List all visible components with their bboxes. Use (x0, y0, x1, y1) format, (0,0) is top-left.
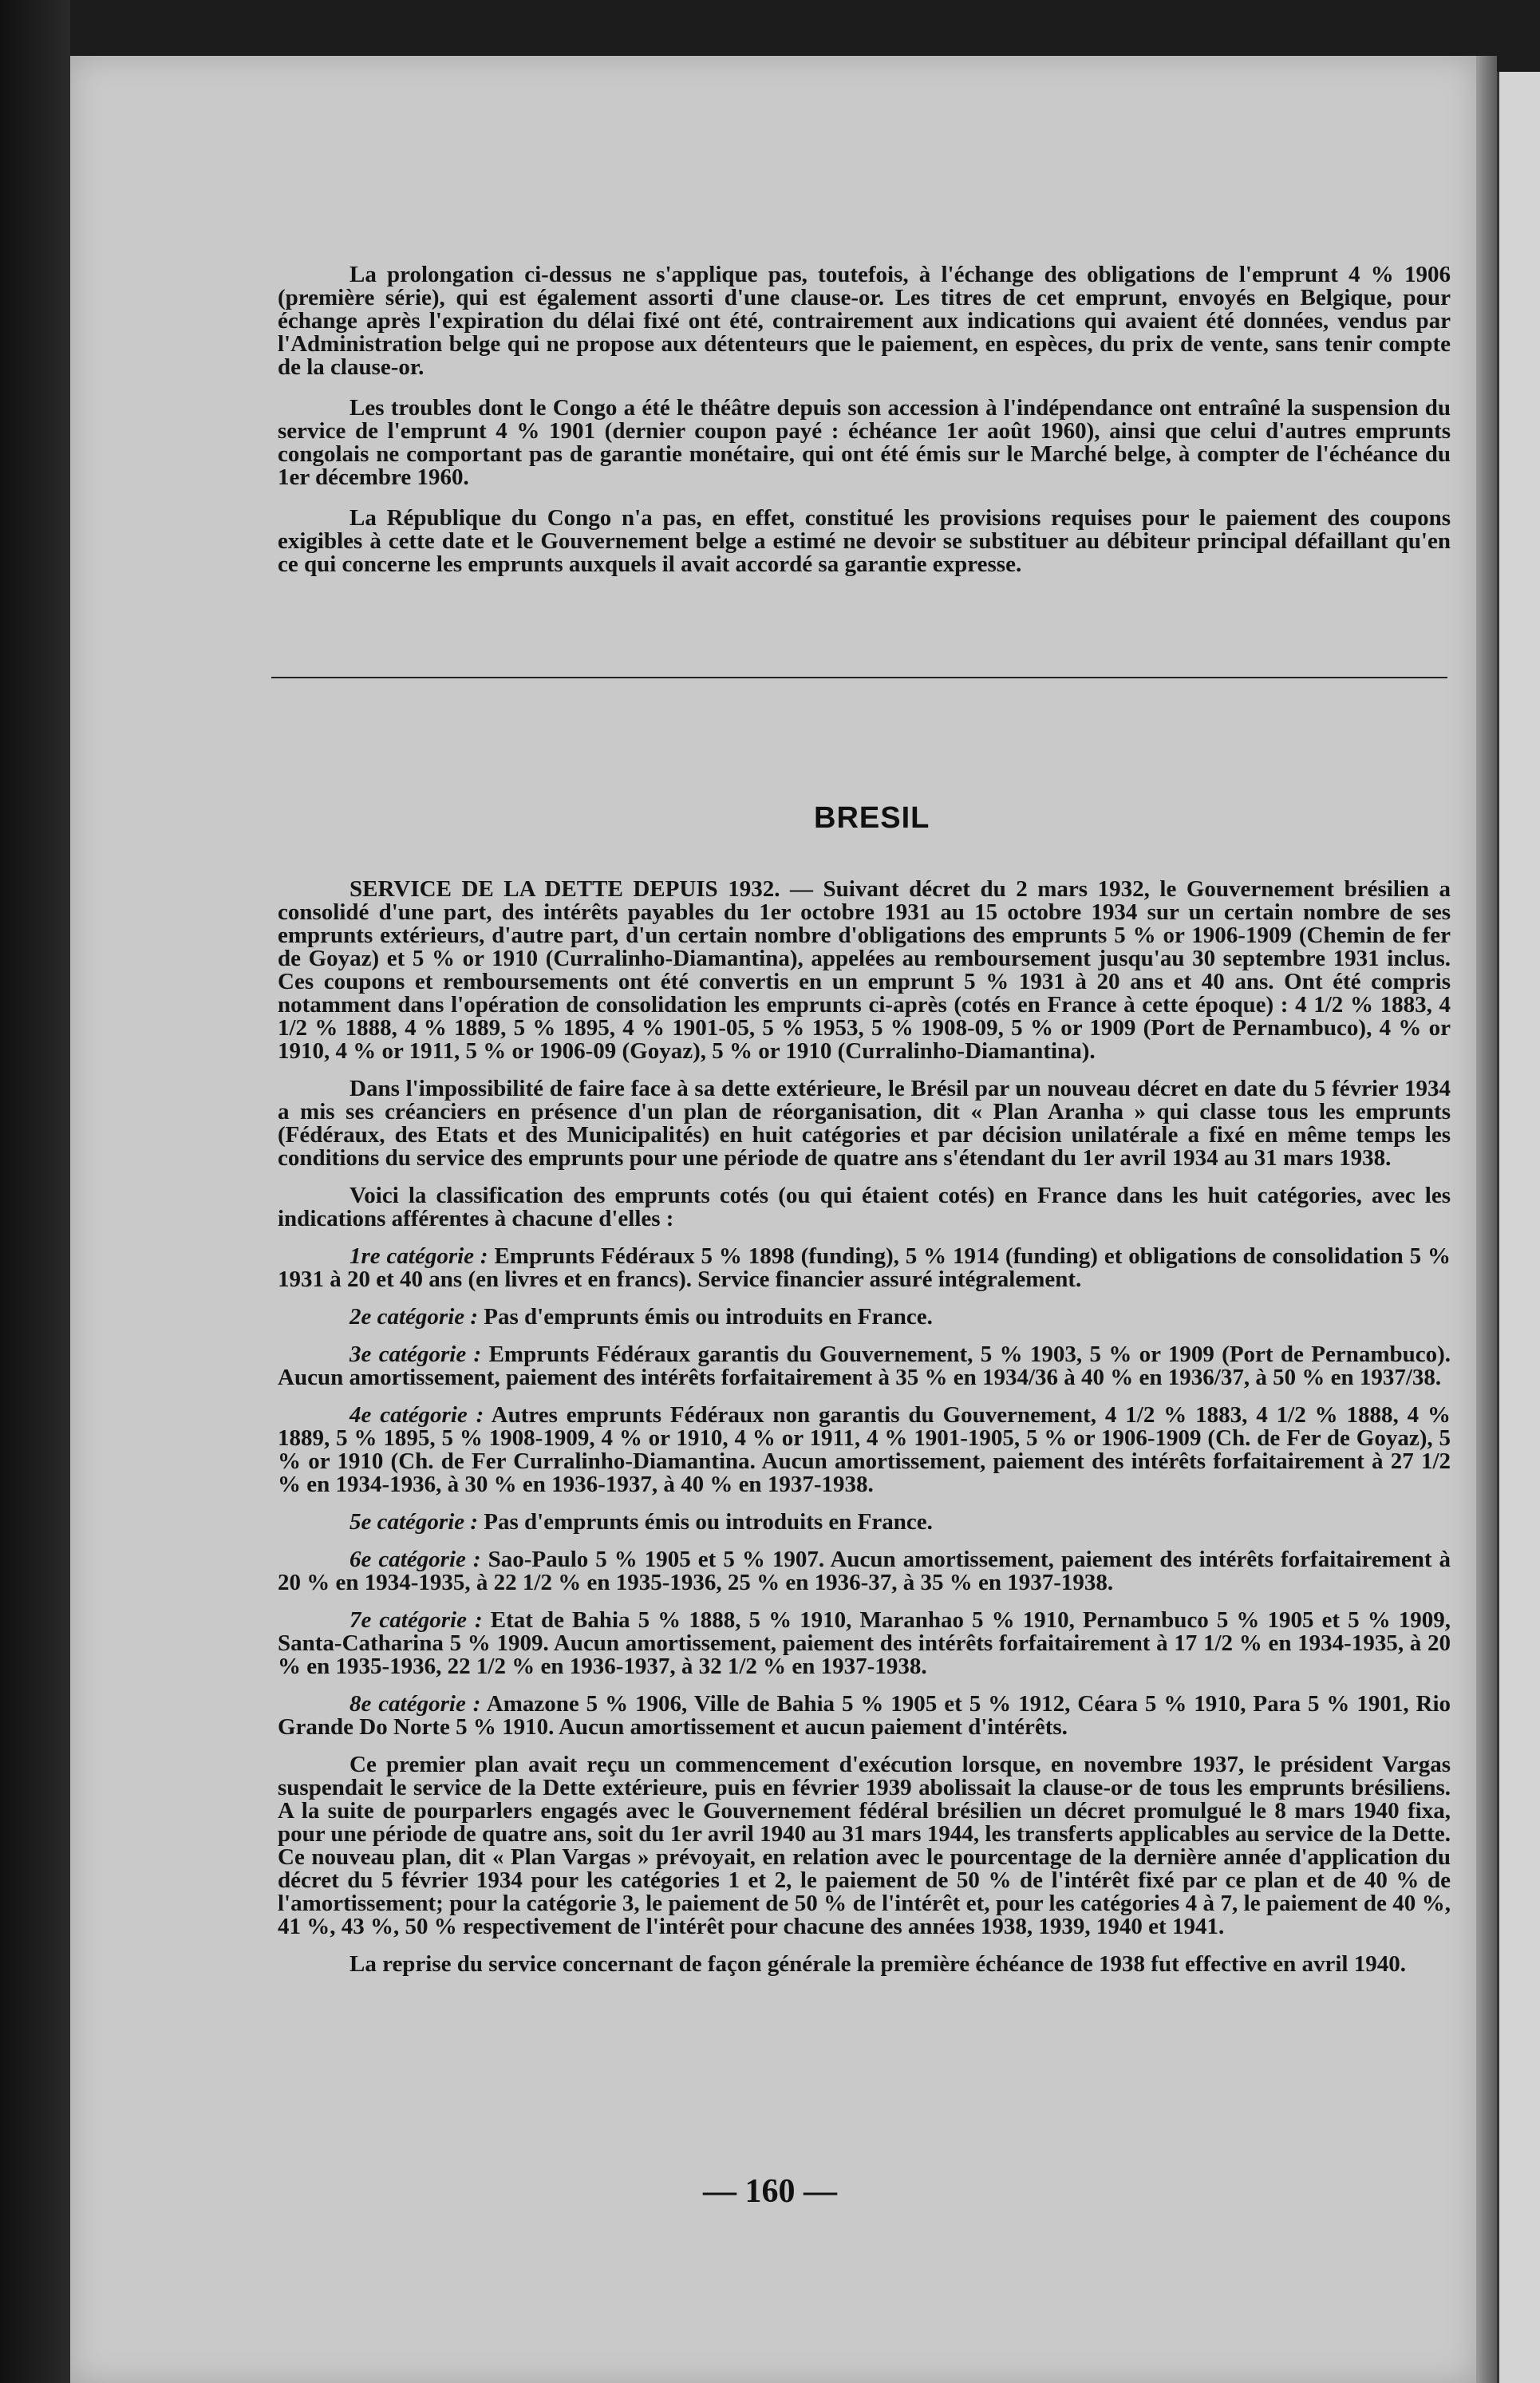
paragraph: La prolongation ci-dessus ne s'applique pas, toutefois, à l'échange des obligations de l'emprunt 4 % 1906 (première série), qui est également assorti d'une clause-or. Les titres de cet emprunt, envoyés en Belgique, pour échange après l'expiration du délai fixé ont été, contrairement aux indications qui avaient été données, vendus par l'Administration belge qui ne propose aux détenteurs que le paiement, en espèces, du prix de vente, sans tenir compte de la clause-or. (278, 262, 1451, 380)
category-label: 4e catégorie : (349, 1402, 484, 1428)
page-number: — 160 — (703, 2173, 837, 2210)
book-spine (0, 0, 70, 2383)
page-edge (1476, 56, 1497, 2383)
category-text: Emprunts Fédéraux 5 % 1898 (funding), 5 % 1914 (funding) et obligations de consolidation 5 % 1931 à 20 et 40 ans (en livres et en francs). Service financier assuré intégralement. (278, 1243, 1451, 1292)
paragraph: La République du Congo n'a pas, en effet, constitué les provisions requises pour le paiement des coupons exigibles à cette date et le Gouvernement belge a estimé ne devoir se substituer au débiteur principal défaillant qu'en ce qui concerne les emprunts auxquels il avait accordé sa garantie expresse. (278, 505, 1451, 577)
section-congo (278, 263, 1451, 594)
category-label: 5e catégorie : (349, 1509, 479, 1535)
category-item (278, 1609, 1451, 1678)
category-text: Sao-Paulo 5 % 1905 et 5 % 1907. Aucun amortissement, paiement des intérêts forfaitairement à 20 % en 1934-1935, à 22 1/2 % en 1935-1936, 25 % en 1936-37, à 35 % en 1937-1938. (278, 1547, 1451, 1595)
category-item (278, 1511, 1451, 1534)
paragraph: La reprise du service concernant de façon générale la première échéance de 1938 fut effective en avril 1940. (349, 1951, 1406, 1977)
category-text: Pas d'emprunts émis ou introduits en France. (484, 1509, 933, 1535)
category-item (278, 1343, 1451, 1389)
adjacent-page (1497, 72, 1540, 2383)
paragraph: Dans l'impossibilité de faire face à sa dette extérieure, le Brésil par un nouveau décret en date du 5 février 1934 a mis ses créanciers en présence d'un plan de réorganisation, dit « Plan Aranha » qui classe tous les emprunts (Fédéraux, des Etats et des Municipalités) en huit catégories et par décision unilatérale a fixé en même temps les conditions du service des emprunts pour une période de quatre ans s'étendant du 1er avril 1934 au 31 mars 1938. (278, 1076, 1451, 1171)
category-item (278, 1306, 1451, 1329)
category-text: Emprunts Fédéraux garantis du Gouvernement, 5 % 1903, 5 % or 1909 (Port de Pernambuco). Aucun amortissement, paiement des intérêts forfaitairement à 35 % en 1934/36 à 40 % en 1936/37, à 50 % en 1937/38. (278, 1342, 1451, 1390)
category-item (278, 1404, 1451, 1496)
category-label: 8e catégorie : (349, 1691, 481, 1717)
section-title: BRESIL (814, 801, 930, 835)
paragraph: Les troubles dont le Congo a été le théâtre depuis son accession à l'indépendance ont entraîné la suspension du service de l'emprunt 4 % 1901 (dernier coupon payé : échéance 1er août 1960), ainsi que celui d'autres emprunts congolais ne comportant pas de garantie monétaire, qui ont été émis sur le Marché belge, à compter de l'échéance du 1er décembre 1960. (278, 395, 1451, 490)
category-label: 7e catégorie : (349, 1607, 483, 1633)
category-label: 6e catégorie : (349, 1547, 481, 1572)
category-label: 3e catégorie : (349, 1342, 482, 1367)
category-text: Autres emprunts Fédéraux non garantis du Gouvernement, 4 1/2 % 1883, 4 1/2 % 1888, 4 % 1889, 5 % 1895, 5 % 1908-1909, 4 % or 1910, 4 % or 1911, 4 % 1901-1905, 5 % or 1906-1909 (Ch. de Fer de Goyaz), 5 % or 1910 (Ch. de Fer Curralinho-Diamantina. Aucun amortissement, paiement des intérêts forfaitairement à 27 1/2 % en 1934-1936, à 30 % en 1936-1937, à 40 % en 1937-1938. (278, 1402, 1451, 1497)
category-label: 1re catégorie : (349, 1243, 488, 1269)
paragraph: Voici la classification des emprunts cotés (ou qui étaient cotés) en France dans les huit catégories, avec les indications afférentes à chacune d'elles : (278, 1183, 1451, 1231)
category-label: 2e catégorie : (349, 1304, 479, 1330)
paragraph: SERVICE DE LA DETTE DEPUIS 1932. — Suivant décret du 2 mars 1932, le Gouvernement brésilien a consolidé d'une part, des intérêts payables du 1er octobre 1931 au 15 octobre 1934 sur un certain nombre de ses emprunts extérieurs, d'autre part, d'un certain nombre d'obligations des emprunts 5 % or 1906-1909 (Chemin de fer de Goyaz) et 5 % or 1910 (Curralinho-Diamantina), appelées au remboursement jusqu'au 30 septembre 1931 inclus. Ces coupons et remboursements ont été convertis en un emprunt 5 % 1931 à 20 ans et 40 ans. Ont été compris notamment dans l'opération de consolidation les emprunts ci-après (cotés en France à cette époque) : 4 1/2 % 1883, 4 1/2 % 1888, 4 % 1889, 5 % 1895, 4 % 1901-05, 5 % 1953, 5 % 1908-09, 5 % or 1909 (Port de Pernambuco), 4 % or 1910, 4 % or 1911, 5 % or 1906-09 (Goyaz), 5 % or 1910 (Curralinho-Diamantina). (278, 876, 1451, 1064)
category-text: Pas d'emprunts émis ou introduits en France. (484, 1304, 933, 1330)
category-text: Amazone 5 % 1906, Ville de Bahia 5 % 1905 et 5 % 1912, Céara 5 % 1910, Para 5 % 1901, Rio Grande Do Norte 5 % 1910. Aucun amortissement et aucun paiement d'intérêts. (278, 1691, 1451, 1740)
paragraph: Ce premier plan avait reçu un commencement d'exécution lorsque, en novembre 1937, le président Vargas suspendait le service de la Dette extérieure, puis en février 1939 abolissait la clause-or de tous les emprunts brésiliens. A la suite de pourparlers engagés avec le Gouvernement fédéral brésilien un décret promulgué le 8 mars 1940 fixa, pour une période de quatre ans, soit du 1er avril 1940 au 31 mars 1944, les transferts applicables au service de la Dette. Ce nouveau plan, dit « Plan Vargas » prévoyait, en relation avec le pourcentage de la dernière année d'application du décret du 5 février 1934 pour les catégories 1 et 2, le paiement de 50 % de l'intérêt fixé par ce plan et de 40 % de l'amortissement; pour la catégorie 3, le paiement de 50 % de l'intérêt et, pour les catégories 4 à 7, le paiement de 40 %, 41 %, 43 %, 50 % respectivement de l'intérêt pour chacune des années 1938, 1939, 1940 et 1941. (278, 1752, 1451, 1939)
section-bresil (278, 878, 1451, 1990)
category-item (278, 1693, 1451, 1739)
category-text: Etat de Bahia 5 % 1888, 5 % 1910, Maranhao 5 % 1910, Pernambuco 5 % 1905 et 5 % 1909, Santa-Catharina 5 % 1909. Aucun amortissement, paiement des intérêts forfaitairement à 17 1/2 % en 1934-1935, à 20 % en 1935-1936, 22 1/2 % en 1936-1937, à 32 1/2 % en 1937-1938. (278, 1607, 1451, 1679)
category-item (278, 1245, 1451, 1291)
category-item (278, 1548, 1451, 1595)
section-divider (271, 677, 1447, 678)
